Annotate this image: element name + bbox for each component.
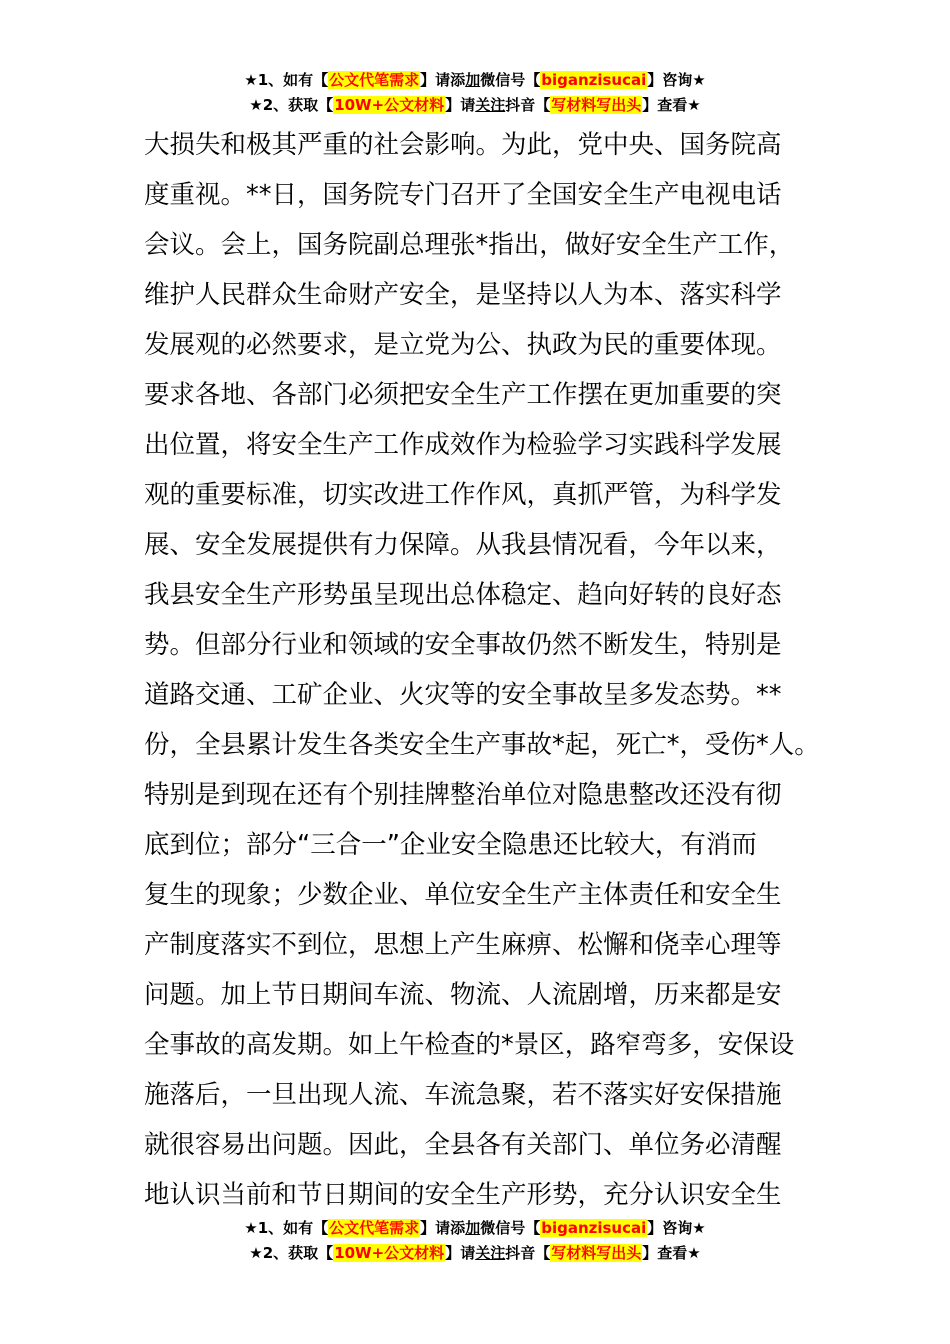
body-line: 就很容易出问题。因此，全县各有关部门、单位务必清醒 bbox=[144, 1130, 782, 1160]
body-line: 我县安全生产形势虽呈现出总体稳定、趋向好转的良好态 bbox=[144, 580, 782, 610]
body-line: 观的重要标准，切实改进工作作风，真抓严管，为科学发 bbox=[144, 480, 782, 510]
body-line: 施落后，一旦出现人流、车流急聚，若不落实好安保措施 bbox=[144, 1080, 782, 1110]
body-line: 发展观的必然要求，是立党为公、执政为民的重要体现。 bbox=[144, 330, 782, 360]
banner-highlight-materials: 10W+公文材料 bbox=[334, 1244, 445, 1262]
banner-text: 】请添 bbox=[420, 1219, 466, 1237]
banner-text: 】请 bbox=[445, 1244, 476, 1262]
body-line: 地认识当前和节日期间的安全生产形势，充分认识安全生 bbox=[144, 1180, 782, 1210]
header-banner bbox=[0, 68, 950, 118]
banner-text: 抖音【 bbox=[505, 1244, 551, 1262]
banner-text: 】请 bbox=[445, 96, 476, 114]
banner-highlight-need: 公文代笔需求 bbox=[329, 1219, 420, 1237]
body-line: 底到位；部分“三合一”企业安全隐患还比较大，有消而 bbox=[144, 830, 757, 860]
banner-underlined-add: 加 bbox=[465, 71, 481, 89]
banner-text: 】查看★ bbox=[642, 1244, 701, 1262]
body-line: 份，全县累计发生各类安全生产事故*起，死亡*，受伤*人。 bbox=[144, 730, 820, 760]
banner-text: ★2、获取【 bbox=[249, 96, 334, 114]
banner-underlined-follow: 关注 bbox=[475, 96, 506, 114]
body-line: 势。但部分行业和领域的安全事故仍然不断发生，特别是 bbox=[144, 630, 782, 660]
banner-highlight-need: 公文代笔需求 bbox=[329, 71, 420, 89]
body-line: 产制度落实不到位，思想上产生麻痹、松懈和侥幸心理等 bbox=[144, 930, 782, 960]
body-line: 问题。加上节日期间车流、物流、人流剧增，历来都是安 bbox=[144, 980, 782, 1010]
banner-text: 】咨询★ bbox=[647, 1219, 706, 1237]
body-line: 会议。会上，国务院副总理张*指出，做好安全生产工作， bbox=[144, 230, 795, 260]
banner-line-2 bbox=[0, 1241, 950, 1266]
banner-text: 】请添 bbox=[420, 71, 466, 89]
banner-line-1 bbox=[0, 1216, 950, 1241]
banner-line-1 bbox=[0, 68, 950, 93]
document-body bbox=[144, 120, 824, 1220]
banner-underlined-follow: 关注 bbox=[475, 1244, 506, 1262]
footer-banner bbox=[0, 1216, 950, 1266]
body-line: 特别是到现在还有个别挂牌整治单位对隐患整改还没有彻 bbox=[144, 780, 782, 810]
body-line: 展、安全发展提供有力保障。从我县情况看，今年以来， bbox=[144, 530, 782, 560]
body-line: 出位置，将安全生产工作成效作为检验学习实践科学发展 bbox=[144, 430, 782, 460]
banner-highlight-wechat: biganzisucai bbox=[541, 1219, 647, 1237]
body-line: 复生的现象；少数企业、单位安全生产主体责任和安全生 bbox=[144, 880, 782, 910]
banner-text: 】咨询★ bbox=[647, 71, 706, 89]
banner-text: ★1、如有【 bbox=[244, 71, 329, 89]
body-line: 全事故的高发期。如上午检查的*景区，路窄弯多，安保设 bbox=[144, 1030, 795, 1060]
banner-highlight-materials: 10W+公文材料 bbox=[334, 96, 445, 114]
banner-underlined-add: 加 bbox=[465, 1219, 481, 1237]
body-line: 维护人民群众生命财产安全，是坚持以人为本、落实科学 bbox=[144, 280, 782, 310]
banner-text: 微信号【 bbox=[480, 1219, 541, 1237]
body-line: 大损失和极其严重的社会影响。为此，党中央、国务院高 bbox=[144, 130, 782, 160]
banner-text: 抖音【 bbox=[505, 96, 551, 114]
body-line: 要求各地、各部门必须把安全生产工作摆在更加重要的突 bbox=[144, 380, 782, 410]
banner-highlight-account: 写材料写出头 bbox=[551, 96, 642, 114]
body-line: 度重视。**日，国务院专门召开了全国安全生产电视电话 bbox=[144, 180, 782, 210]
body-line: 道路交通、工矿企业、火灾等的安全事故呈多发态势。** bbox=[144, 680, 782, 710]
banner-highlight-wechat: biganzisucai bbox=[541, 71, 647, 89]
banner-text: 】查看★ bbox=[642, 96, 701, 114]
banner-text: ★1、如有【 bbox=[244, 1219, 329, 1237]
banner-text: 微信号【 bbox=[480, 71, 541, 89]
banner-line-2 bbox=[0, 93, 950, 118]
banner-highlight-account: 写材料写出头 bbox=[551, 1244, 642, 1262]
banner-text: ★2、获取【 bbox=[249, 1244, 334, 1262]
